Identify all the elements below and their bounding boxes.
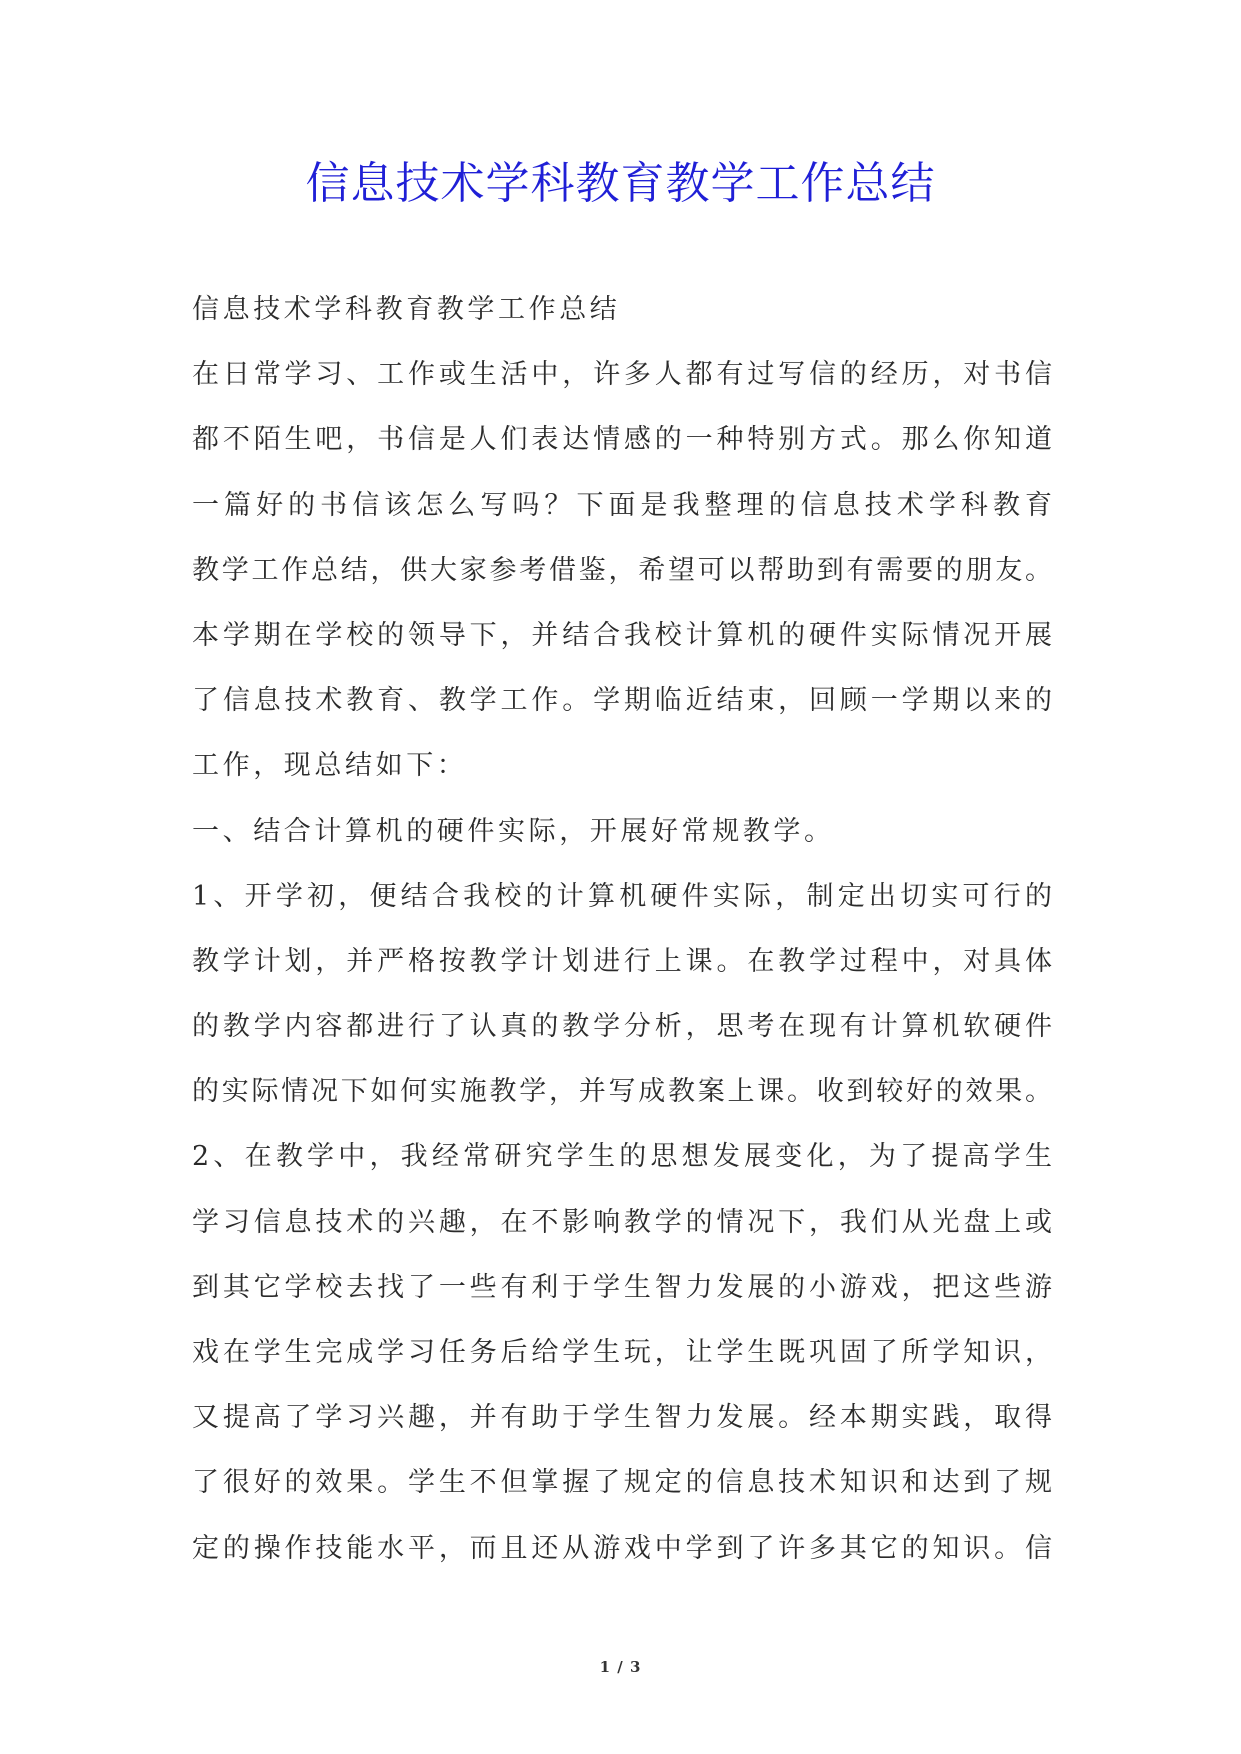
document-body — [192, 290, 1052, 1594]
body-line: 2、在教学中，我经常研究学生的思想发展变化，为了提高学生 — [192, 1141, 1052, 1173]
body-line: 一、结合计算机的硬件实际，开展好常规教学。 — [192, 815, 835, 847]
body-line: 了信息技术教育、教学工作。学期临近结束，回顾一学期以来的 — [192, 685, 1052, 717]
body-line: 学习信息技术的兴趣，在不影响教学的情况下，我们从光盘上或 — [192, 1206, 1052, 1238]
body-line: 定的操作技能水平，而且还从游戏中学到了许多其它的知识。信 — [192, 1532, 1052, 1564]
body-line: 1、开学初，便结合我校的计算机硬件实际，制定出切实可行的 — [192, 880, 1052, 912]
body-line: 到其它学校去找了一些有利于学生智力发展的小游戏，把这些游 — [192, 1271, 1052, 1303]
body-line: 一篇好的书信该怎么写吗？下面是我整理的信息技术学科教育 — [192, 489, 1052, 521]
body-line: 了很好的效果。学生不但掌握了规定的信息技术知识和达到了规 — [192, 1467, 1052, 1499]
page-number: 1 / 3 — [599, 1658, 642, 1676]
body-line: 工作，现总结如下： — [192, 750, 468, 782]
body-line: 戏在学生完成学习任务后给学生玩，让学生既巩固了所学知识， — [192, 1337, 1052, 1368]
body-line: 信息技术学科教育教学工作总结 — [192, 294, 621, 325]
document-title: 信息技术学科教育教学工作总结 — [305, 158, 936, 209]
body-line: 在日常学习、工作或生活中，许多人都有过写信的经历，对书信 — [192, 359, 1052, 391]
body-line: 的实际情况下如何实施教学，并写成教案上课。收到较好的效果。 — [192, 1076, 1052, 1108]
body-line: 本学期在学校的领导下，并结合我校计算机的硬件实际情况开展 — [192, 619, 1052, 651]
body-line: 教学计划，并严格按教学计划进行上课。在教学过程中，对具体 — [192, 945, 1052, 977]
body-line: 又提高了学习兴趣，并有助于学生智力发展。经本期实践，取得 — [192, 1402, 1052, 1434]
body-line: 教学工作总结，供大家参考借鉴，希望可以帮助到有需要的朋友。 — [192, 554, 1052, 586]
body-line: 的教学内容都进行了认真的教学分析，思考在现有计算机软硬件 — [192, 1011, 1052, 1043]
body-line: 都不陌生吧，书信是人们表达情感的一种特别方式。那么你知道 — [192, 424, 1052, 456]
